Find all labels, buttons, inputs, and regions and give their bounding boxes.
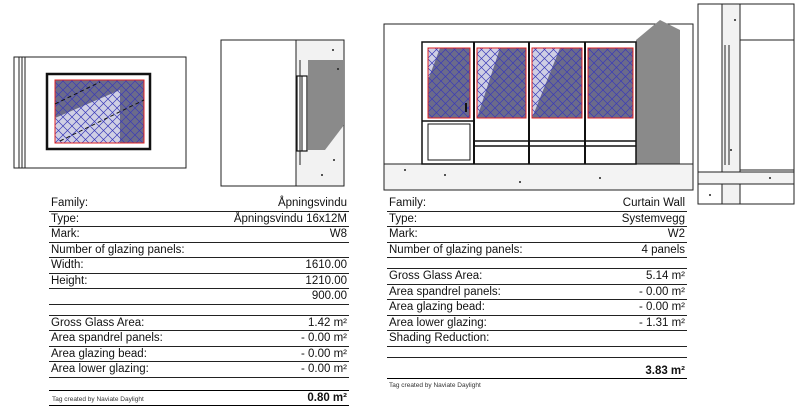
tag-row-label — [49, 304, 211, 315]
tag-row — [49, 211, 349, 227]
tag-row-label — [49, 289, 211, 305]
tag-row-label: Number of glazing panels: — [387, 242, 588, 258]
tag-row-label: Shading Reduction: — [387, 331, 588, 347]
tag-row — [49, 315, 349, 331]
left-window-section — [221, 40, 344, 186]
tag-row-label: Type: — [387, 211, 588, 227]
tag-row-value: 1.42 m² — [211, 315, 349, 331]
tag-row-label — [387, 258, 588, 269]
tag-row-label — [387, 346, 588, 357]
tag-row — [387, 300, 687, 316]
tag-row — [49, 289, 349, 305]
tag-row-label: Area spandrel panels: — [387, 284, 588, 300]
tag-row — [387, 242, 687, 258]
tag-row — [387, 331, 687, 347]
tag-row-value: Systemvegg — [588, 211, 687, 227]
tag-row-label: Width: — [49, 258, 211, 274]
tag-row — [49, 331, 349, 347]
tag-row — [387, 315, 687, 331]
tag-row — [49, 258, 349, 274]
tag-row-label: Area spandrel panels: — [49, 331, 211, 347]
tag-row — [387, 227, 687, 243]
curtain-wall-elevation — [384, 20, 693, 190]
tag-row-value: 4 panels — [588, 242, 687, 258]
right-credit: Tag created by Naviate Daylight — [389, 382, 481, 389]
tag-row-label: Mark: — [387, 227, 588, 243]
tag-row-label: Mark: — [49, 227, 211, 243]
tag-row-value: Åpningsvindu 16x12M — [211, 211, 349, 227]
tag-row — [49, 346, 349, 362]
tag-row — [387, 269, 687, 285]
tag-row-value — [211, 304, 349, 315]
tag-row — [49, 273, 349, 289]
tag-row-value — [588, 258, 687, 269]
tag-row — [49, 227, 349, 243]
tag-row-label: Family: — [49, 196, 211, 211]
tag-row — [387, 258, 687, 269]
tag-row — [49, 242, 349, 258]
tag-row-value: - 0.00 m² — [211, 362, 349, 378]
tag-row-label: Number of glazing panels: — [49, 242, 211, 258]
tag-row-label: Height: — [49, 273, 211, 289]
tag-row-value — [211, 242, 349, 258]
tag-row-value: 5.14 m² — [588, 269, 687, 285]
tag-row — [49, 304, 349, 315]
tag-row-label: Area glazing bead: — [387, 300, 588, 316]
tag-row-label: Area lower glazing: — [387, 315, 588, 331]
tag-row-value: Curtain Wall — [588, 196, 687, 211]
curtain-wall-tag — [387, 196, 687, 379]
tag-row-label: Type: — [49, 211, 211, 227]
tag-row-value: 1210.00 — [211, 273, 349, 289]
tag-row-value: - 1.31 m² — [588, 315, 687, 331]
left-window-tag — [49, 196, 349, 406]
tag-row-value: - 0.00 m² — [211, 331, 349, 347]
tag-row-value: Åpningsvindu — [211, 196, 349, 211]
tag-row — [49, 362, 349, 378]
tag-row-label: Area lower glazing: — [49, 362, 211, 378]
tag-row-value: W8 — [211, 227, 349, 243]
tag-row — [387, 211, 687, 227]
tag-row-value: W2 — [588, 227, 687, 243]
tag-row-value: 900.00 — [211, 289, 349, 305]
tag-row-value: - 0.00 m² — [211, 346, 349, 362]
tag-row — [387, 284, 687, 300]
tag-row-value — [588, 331, 687, 347]
tag-row-label: Gross Glass Area: — [49, 315, 211, 331]
tag-row — [49, 196, 349, 211]
tag-row-label: Family: — [387, 196, 588, 211]
tag-row-label: Gross Glass Area: — [387, 269, 588, 285]
left-total-value: 0.80 m² — [211, 390, 349, 406]
right-total-value: 3.83 m² — [588, 364, 687, 379]
left-credit: Tag created by Naviate Daylight — [52, 396, 144, 403]
tag-row-value: - 0.00 m² — [588, 284, 687, 300]
tag-row-value: - 0.00 m² — [588, 300, 687, 316]
tag-row-value: 1610.00 — [211, 258, 349, 274]
curtain-wall-section — [698, 4, 794, 204]
tag-row — [387, 196, 687, 211]
tag-row — [387, 346, 687, 357]
left-window-elevation — [14, 57, 186, 168]
tag-row-value — [588, 346, 687, 357]
tag-row-label: Area glazing bead: — [49, 346, 211, 362]
